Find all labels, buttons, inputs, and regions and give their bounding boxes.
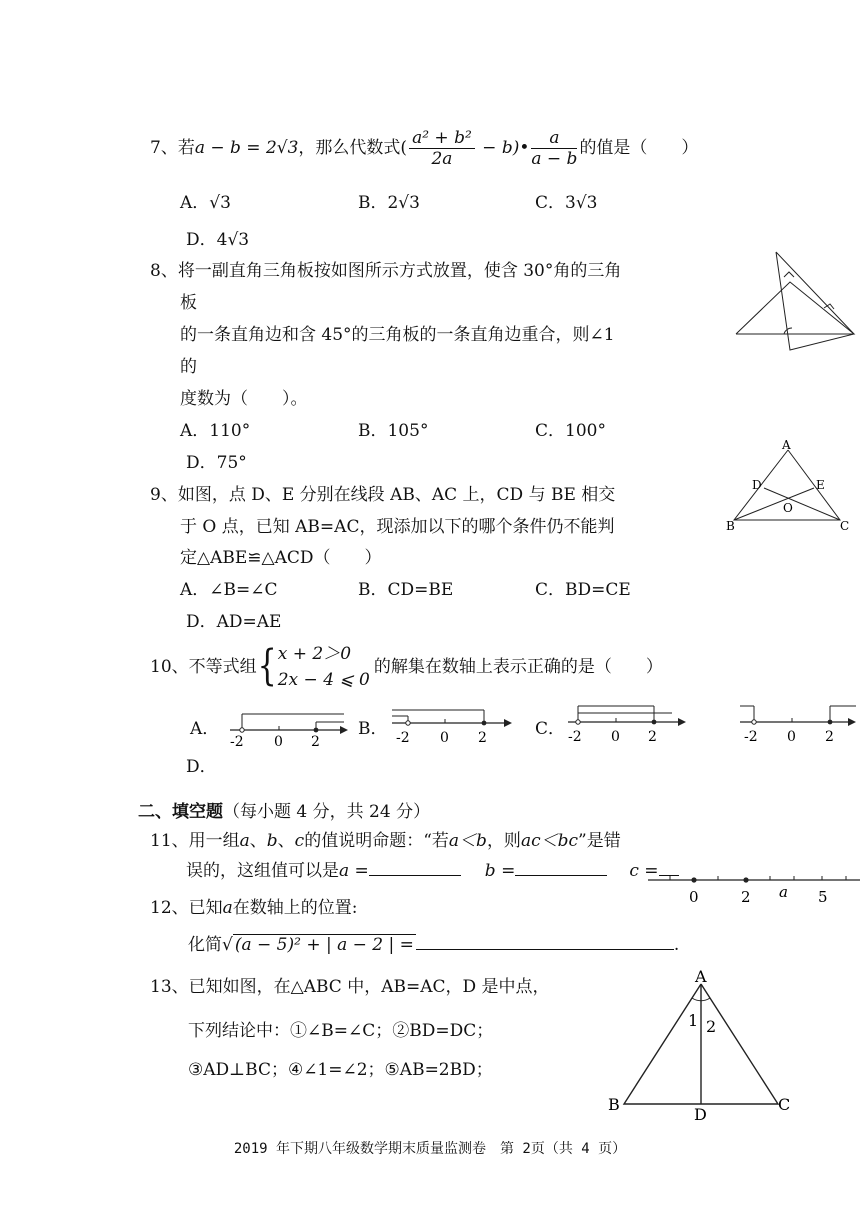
q13-label-2: 2 [706,1017,717,1036]
page-footer: 2019 年下期八年级数学期末质量监测卷 第 2页（共 4 页） [233,1141,627,1157]
q9-option-a[interactable]: A．∠B=∠C [180,580,278,600]
q11-var-b: b [266,831,278,851]
q9-line-2: 于 O 点，已知 AB=AC，现添加以下的哪个条件仍不能判 [180,517,615,537]
q12-answer-blank[interactable] [416,949,674,950]
q13-number: 13、 [150,977,189,997]
q10-c-tick-0: 0 [611,729,620,744]
q9-label-d: D [752,478,762,492]
q8-line-1 [150,256,621,281]
q10-d-tick-neg2: -2 [744,729,758,744]
q11-text-g: 的值说明命题：“若 [304,831,449,851]
q11-text-a: 用一组 [188,831,240,851]
q12-axis-5: 5 [818,888,828,906]
q8-option-c[interactable]: C．100° [535,421,606,441]
q7-expr-close: − b)• [476,138,530,158]
q8-line-5: 度数为（ ）。 [180,389,308,409]
q7-suffix: 的值是（ ） [579,138,699,158]
section-2-header [138,797,430,822]
q8-line-4: 的 [180,357,197,377]
q10-option-d-number-line[interactable] [736,702,858,744]
q7-frac2-numerator: a [531,128,577,149]
q9-label-b: B [726,519,735,533]
q10-brace: { [257,641,277,691]
q10-b-tick-neg2: -2 [396,730,410,746]
q11-a-blank[interactable] [369,875,461,876]
q8-number: 8、 [150,261,178,281]
q10-stem [150,641,663,691]
q11-c-equals: c = [629,861,659,881]
q7-number: 7、 [150,138,178,158]
q13-triangle-figure [604,966,804,1126]
q12-period: . [673,935,680,955]
q9-line-1 [150,480,615,505]
q8-triangle-figure [730,248,858,352]
q7-fraction-2 [531,128,577,169]
section-2-note: （每小题 4 分，共 24 分） [223,802,431,822]
q13-line-2: 下列结论中：①∠B=∠C；②BD=DC； [188,1021,494,1041]
q9-label-c: C [840,519,850,533]
q9-label-a: A [782,440,791,452]
q7-option-a[interactable]: A．√3 [180,193,231,213]
q7-condition: a − b = 2√3 [194,138,299,158]
q8-triangle-45 [736,282,854,334]
q10-a-tick-0: 0 [274,734,283,748]
q9-label-e: E [816,478,825,492]
q7-mid: ，那么代数式 [298,138,401,158]
q10-c-tick-2: 2 [648,729,657,744]
q13-line-3: ③AD⊥BC；④∠1=∠2；⑤AB=2BD； [188,1060,493,1080]
q10-suffix: 的解集在数轴上表示正确的是（ ） [373,657,663,677]
q11-text-i: ，则 [486,831,521,851]
q8-option-b[interactable]: B．105° [358,421,429,441]
q10-number: 10、 [150,657,189,677]
q9-line-3: 定△ABE≌△ACD（ ） [180,548,382,568]
q11-conclusion: ac＜bc [520,831,578,851]
q12-axis-a: a [779,883,788,901]
q12-var-a: a [222,898,233,918]
q8-option-d[interactable]: D．75° [186,453,247,473]
q7-option-c[interactable]: C．3√3 [535,193,598,213]
q10-inequality-2: 2x − 4 ⩽ 0 [277,670,370,690]
q12-expression: (a − 5)² + | a − 2 | = [234,935,414,955]
q7-expr-open: ( [400,138,408,158]
q7-stem [150,128,698,169]
q7-option-d[interactable]: D．4√3 [186,230,250,250]
q10-inequality-1: x + 2＞0 [277,644,352,664]
q12-axis-2: 2 [741,888,751,906]
q13-label-b: B [608,1095,620,1114]
q12-number-line-figure [648,868,860,910]
q7-frac1-denominator: 2a [431,149,453,169]
q7-frac1-numerator: a² + b² [409,128,475,149]
q8-line-2: 板 [180,293,197,313]
q10-prefix: 不等式组 [188,657,257,677]
q10-option-a-number-line[interactable] [226,706,350,748]
q11-text-e: 、 [277,831,295,851]
q11-b-equals: b = [484,861,516,881]
q12-number: 12、 [150,898,189,918]
q12-simplify-label: 化简 [188,935,222,955]
q12-text-rest: 在数轴上的位置: [232,898,358,918]
q8-triangle-30 [776,252,854,350]
q10-b-tick-2: 2 [478,730,487,746]
q10-option-c-number-line[interactable] [566,702,688,744]
q8-option-a[interactable]: A．110° [180,421,251,441]
q12-line-1 [150,893,358,918]
q7-option-b[interactable]: B．2√3 [358,193,420,213]
q8-right-angle-mark-1 [784,272,794,277]
q11-text-c: 、 [249,831,267,851]
q12-axis-0: 0 [689,888,699,906]
q10-c-tick-neg2: -2 [568,729,582,744]
q9-label-o: O [783,501,793,515]
q11-number: 11、 [150,831,189,851]
q10-b-tick-0: 0 [440,730,449,746]
q10-a-tick-2: 2 [311,734,320,748]
q8-line-3: 的一条直角边和含 45°的三角板的一条直角边重合，则∠1 [180,325,615,345]
q9-option-c[interactable]: C．BD=CE [535,580,631,600]
q10-option-d-label[interactable]: D． [186,757,217,777]
q7-fraction-1 [409,128,475,169]
q9-number: 9、 [150,485,178,505]
q11-text-2a: 误的，这组值可以是 [186,861,339,881]
q10-option-b-number-line[interactable] [390,706,514,748]
q12-line-2: 化简√ (a − 5)² + | a − 2 | = . [188,935,680,955]
q9-text-1: 如图，点 D、E 分别在线段 AB、AC 上，CD 与 BE 相交 [177,485,616,505]
q13-label-c: C [778,1095,791,1114]
q10-option-b-label[interactable]: B． [358,719,388,739]
q13-label-1: 1 [688,1011,699,1030]
q12-text-1: 已知 [188,898,223,918]
q11-var-c: c [294,831,305,851]
q10-d-tick-2: 2 [825,729,834,744]
q13-label-a: A [695,967,707,986]
q13-text-1: 已知如图，在△ABC 中，AB=AC，D 是中点， [188,977,550,997]
q10-option-c-label[interactable]: C． [535,719,566,739]
q11-line-1 [150,826,621,851]
q7-frac2-denominator: a − b [531,149,578,169]
q8-text-1: 将一副直角三角板按如图所示方式放置，使含 30°角的三角 [177,261,622,281]
q10-d-tick-0: 0 [787,729,796,744]
q10-system [278,644,370,690]
q10-a-tick-neg2: -2 [230,734,244,748]
q10-option-a-label[interactable]: A． [190,719,220,739]
q9-option-b[interactable]: B．CD=BE [358,580,454,600]
q11-text-k: ”是错 [578,831,621,851]
q11-line-2 [186,856,679,881]
q11-cond: a＜b [448,831,487,851]
q11-var-a: a [239,831,250,851]
q11-b-blank[interactable] [515,875,607,876]
q7-prefix: 若 [177,138,195,158]
q9-triangle-figure [724,440,854,536]
section-2-title: 二、填空题 [138,802,223,822]
q9-option-d[interactable]: D．AD=AE [186,612,282,632]
q11-a-equals: a = [339,861,369,881]
q13-line-1 [150,972,550,997]
q13-label-d: D [694,1105,707,1124]
